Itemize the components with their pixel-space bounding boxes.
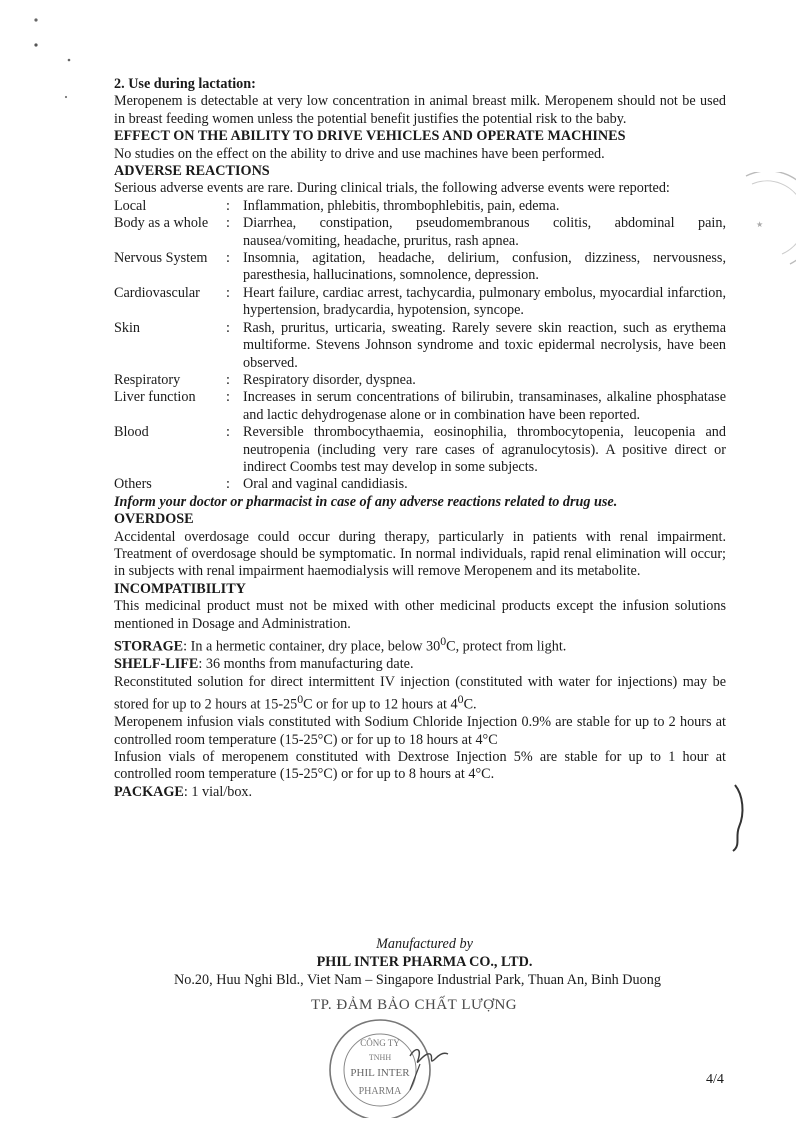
ae-label: Blood [114, 424, 149, 441]
seal-line-4: PHARMA [358, 1086, 402, 1097]
lactation-text: Meropenem is detectable at very low concentration in animal breast milk. Meropenem should not be used in breast feeding women unless the potential benefit justifies the potential risk to the baby. [114, 93, 726, 127]
package-text: : 1 vial/box. [183, 783, 253, 800]
storage-text-b: C, protect from light. [446, 638, 567, 655]
storage-label: STORAGE [114, 638, 184, 655]
ae-colon: : [226, 319, 230, 336]
ae-row-local [114, 198, 726, 215]
ae-colon: : [226, 197, 230, 214]
svg-text:★: ★ [754, 219, 766, 230]
ae-row-cardio [114, 285, 726, 320]
reconst-a: Reconstituted solution for direct intermittent IV injection (constituted with water for injections) may be stored for up to 2 hours at 15-25 [114, 673, 726, 713]
ae-text: Oral and vaginal candidiasis. [243, 476, 408, 493]
shelf-life-text: : 36 months from manufacturing date. [198, 656, 414, 673]
ae-colon: : [226, 371, 230, 388]
ae-row-nervous [114, 250, 726, 285]
incompatibility-heading: INCOMPATIBILITY [114, 580, 246, 597]
driving-text: No studies on the effect on the ability to drive and use machines have been performed. [114, 145, 605, 162]
ae-colon: : [226, 250, 230, 267]
scan-specks [0, 0, 120, 100]
ae-colon: : [226, 424, 230, 441]
reconst-b: C or for up to 12 hours at 4 [303, 696, 458, 713]
ae-row-blood [114, 424, 726, 476]
ae-label: Cardiovascular [114, 284, 200, 301]
ae-text: Respiratory disorder, dyspnea. [243, 371, 416, 388]
ae-text: Reversible thrombocythaemia, eosinophilia, thrombocytopenia, leucopenia and neutropenia (including very rare cases of agranulocytosis). A positive direct or indirect Coombs test may develop in some subjects. [243, 424, 726, 475]
ae-colon: : [226, 215, 230, 232]
page-number: 4/4 [706, 1072, 724, 1087]
seal-line-3: PHIL INTER [350, 1067, 410, 1079]
ae-colon: : [226, 284, 230, 301]
shelf-life-label: SHELF-LIFE [114, 656, 199, 673]
ae-row-liver [114, 389, 726, 424]
ae-row-others [114, 476, 726, 493]
lactation-heading: 2. Use during lactation: [114, 76, 256, 92]
ae-label: Nervous System [114, 250, 208, 267]
reconstituted-text [114, 674, 726, 715]
ae-colon: : [226, 389, 230, 406]
nacl-text: Meropenem infusion vials constituted with Sodium Chloride Injection 0.9% are stable for up to 2 hours at controlled room temperature (15-25°C) or for up to 18 hours at 4°C [114, 714, 726, 748]
package-line [114, 784, 726, 801]
overdose-text: Accidental overdosage could occur during therapy, particularly in patients with renal impairment. Treatment of overdosage should be symptomatic. In normal individuals, rapid renal elimination will occur; in subjects with renal impairment haemodialysis will remove Meropenem and its metabolite. [114, 528, 726, 580]
reconst-c: C. [463, 696, 477, 713]
reconst-degree-2: 0 [457, 691, 464, 706]
ae-label: Others [114, 476, 152, 493]
ae-label: Liver function [114, 389, 196, 406]
ae-text: Rash, pruritus, urticaria, sweating. Rarely severe skin reaction, such as erythema multiforme. Stevens Johnson syndrome and toxic epidermal necrolysis, have been observed. [243, 319, 726, 371]
driving-heading: EFFECT ON THE ABILITY TO DRIVE VEHICLES AND OPERATE MACHINES [114, 128, 626, 145]
shelf-life-line [114, 656, 726, 673]
ae-row-respiratory [114, 372, 726, 389]
manufacturer-name: PHIL INTER PHARMA CO., LTD. [316, 954, 533, 970]
package-label: PACKAGE [114, 783, 184, 800]
ae-label: Respiratory [114, 371, 181, 388]
seal-line-2: TNHH [368, 1053, 392, 1062]
ae-row-skin [114, 320, 726, 372]
manufacturer-block [0, 935, 799, 989]
qa-stamp-title: TP. ĐẢM BẢO CHẤT LƯỢNG [311, 997, 518, 1013]
ae-label: Local [114, 197, 147, 214]
adverse-intro: Serious adverse events are rare. During clinical trials, the following adverse events were reported: [114, 180, 670, 197]
ae-text: Increases in serum concentrations of bilirubin, transaminases, alkaline phosphatase and lactic dehydrogenase alone or in combination have been reported. [243, 389, 726, 423]
manufacturer-address: No.20, Huu Nghi Bld., Viet Nam – Singapore Industrial Park, Thuan An, Binh Duong [174, 972, 661, 988]
ae-text: Heart failure, cardiac arrest, tachycardia, pulmonary embolus, myocardial infarction, hypertension, bradycardia, hypotension, syncope. [243, 284, 726, 319]
reconst-degree-1: 0 [297, 691, 304, 706]
incompatibility-text: This medicinal product must not be mixed with other medicinal products except the infusion solutions mentioned in Dosage and Administration. [114, 598, 726, 632]
document-body [114, 76, 726, 801]
ae-label: Body as a whole [114, 215, 209, 232]
ae-text: Diarrhea, constipation, pseudomembranous colitis, abdominal pain, nausea/vomiting, headache, pruritus, rash apnea. [243, 215, 726, 249]
company-seal-icon [312, 998, 462, 1118]
adverse-heading: ADVERSE REACTIONS [114, 163, 270, 180]
ae-text: Inflammation, phlebitis, thrombophlebitis, pain, edema. [243, 197, 560, 214]
side-seal-icon [738, 172, 796, 272]
ae-label: Skin [114, 319, 141, 336]
manufactured-by: Manufactured by [376, 936, 473, 952]
ae-colon: : [226, 476, 230, 493]
margin-bracket-icon [729, 783, 751, 853]
adverse-warning: Inform your doctor or pharmacist in case of any adverse reactions related to drug use. [114, 493, 618, 510]
storage-degree: 0 [440, 634, 447, 648]
storage-text-a: : In a hermetic container, dry place, below 30 [183, 638, 441, 655]
ae-row-body [114, 215, 726, 250]
seal-line-1: CÔNG TY [360, 1038, 400, 1048]
overdose-heading: OVERDOSE [114, 511, 194, 528]
ae-text: Insomnia, agitation, headache, delirium, confusion, dizziness, nervousness, paresthesia, hallucinations, somnolence, depression. [243, 250, 726, 284]
dextrose-text: Infusion vials of meropenem constituted with Dextrose Injection 5% are stable for up to 1 hour at controlled room temperature (15-25°C) or for up to 8 hours at 4°C. [114, 748, 726, 783]
storage-line [114, 633, 726, 656]
